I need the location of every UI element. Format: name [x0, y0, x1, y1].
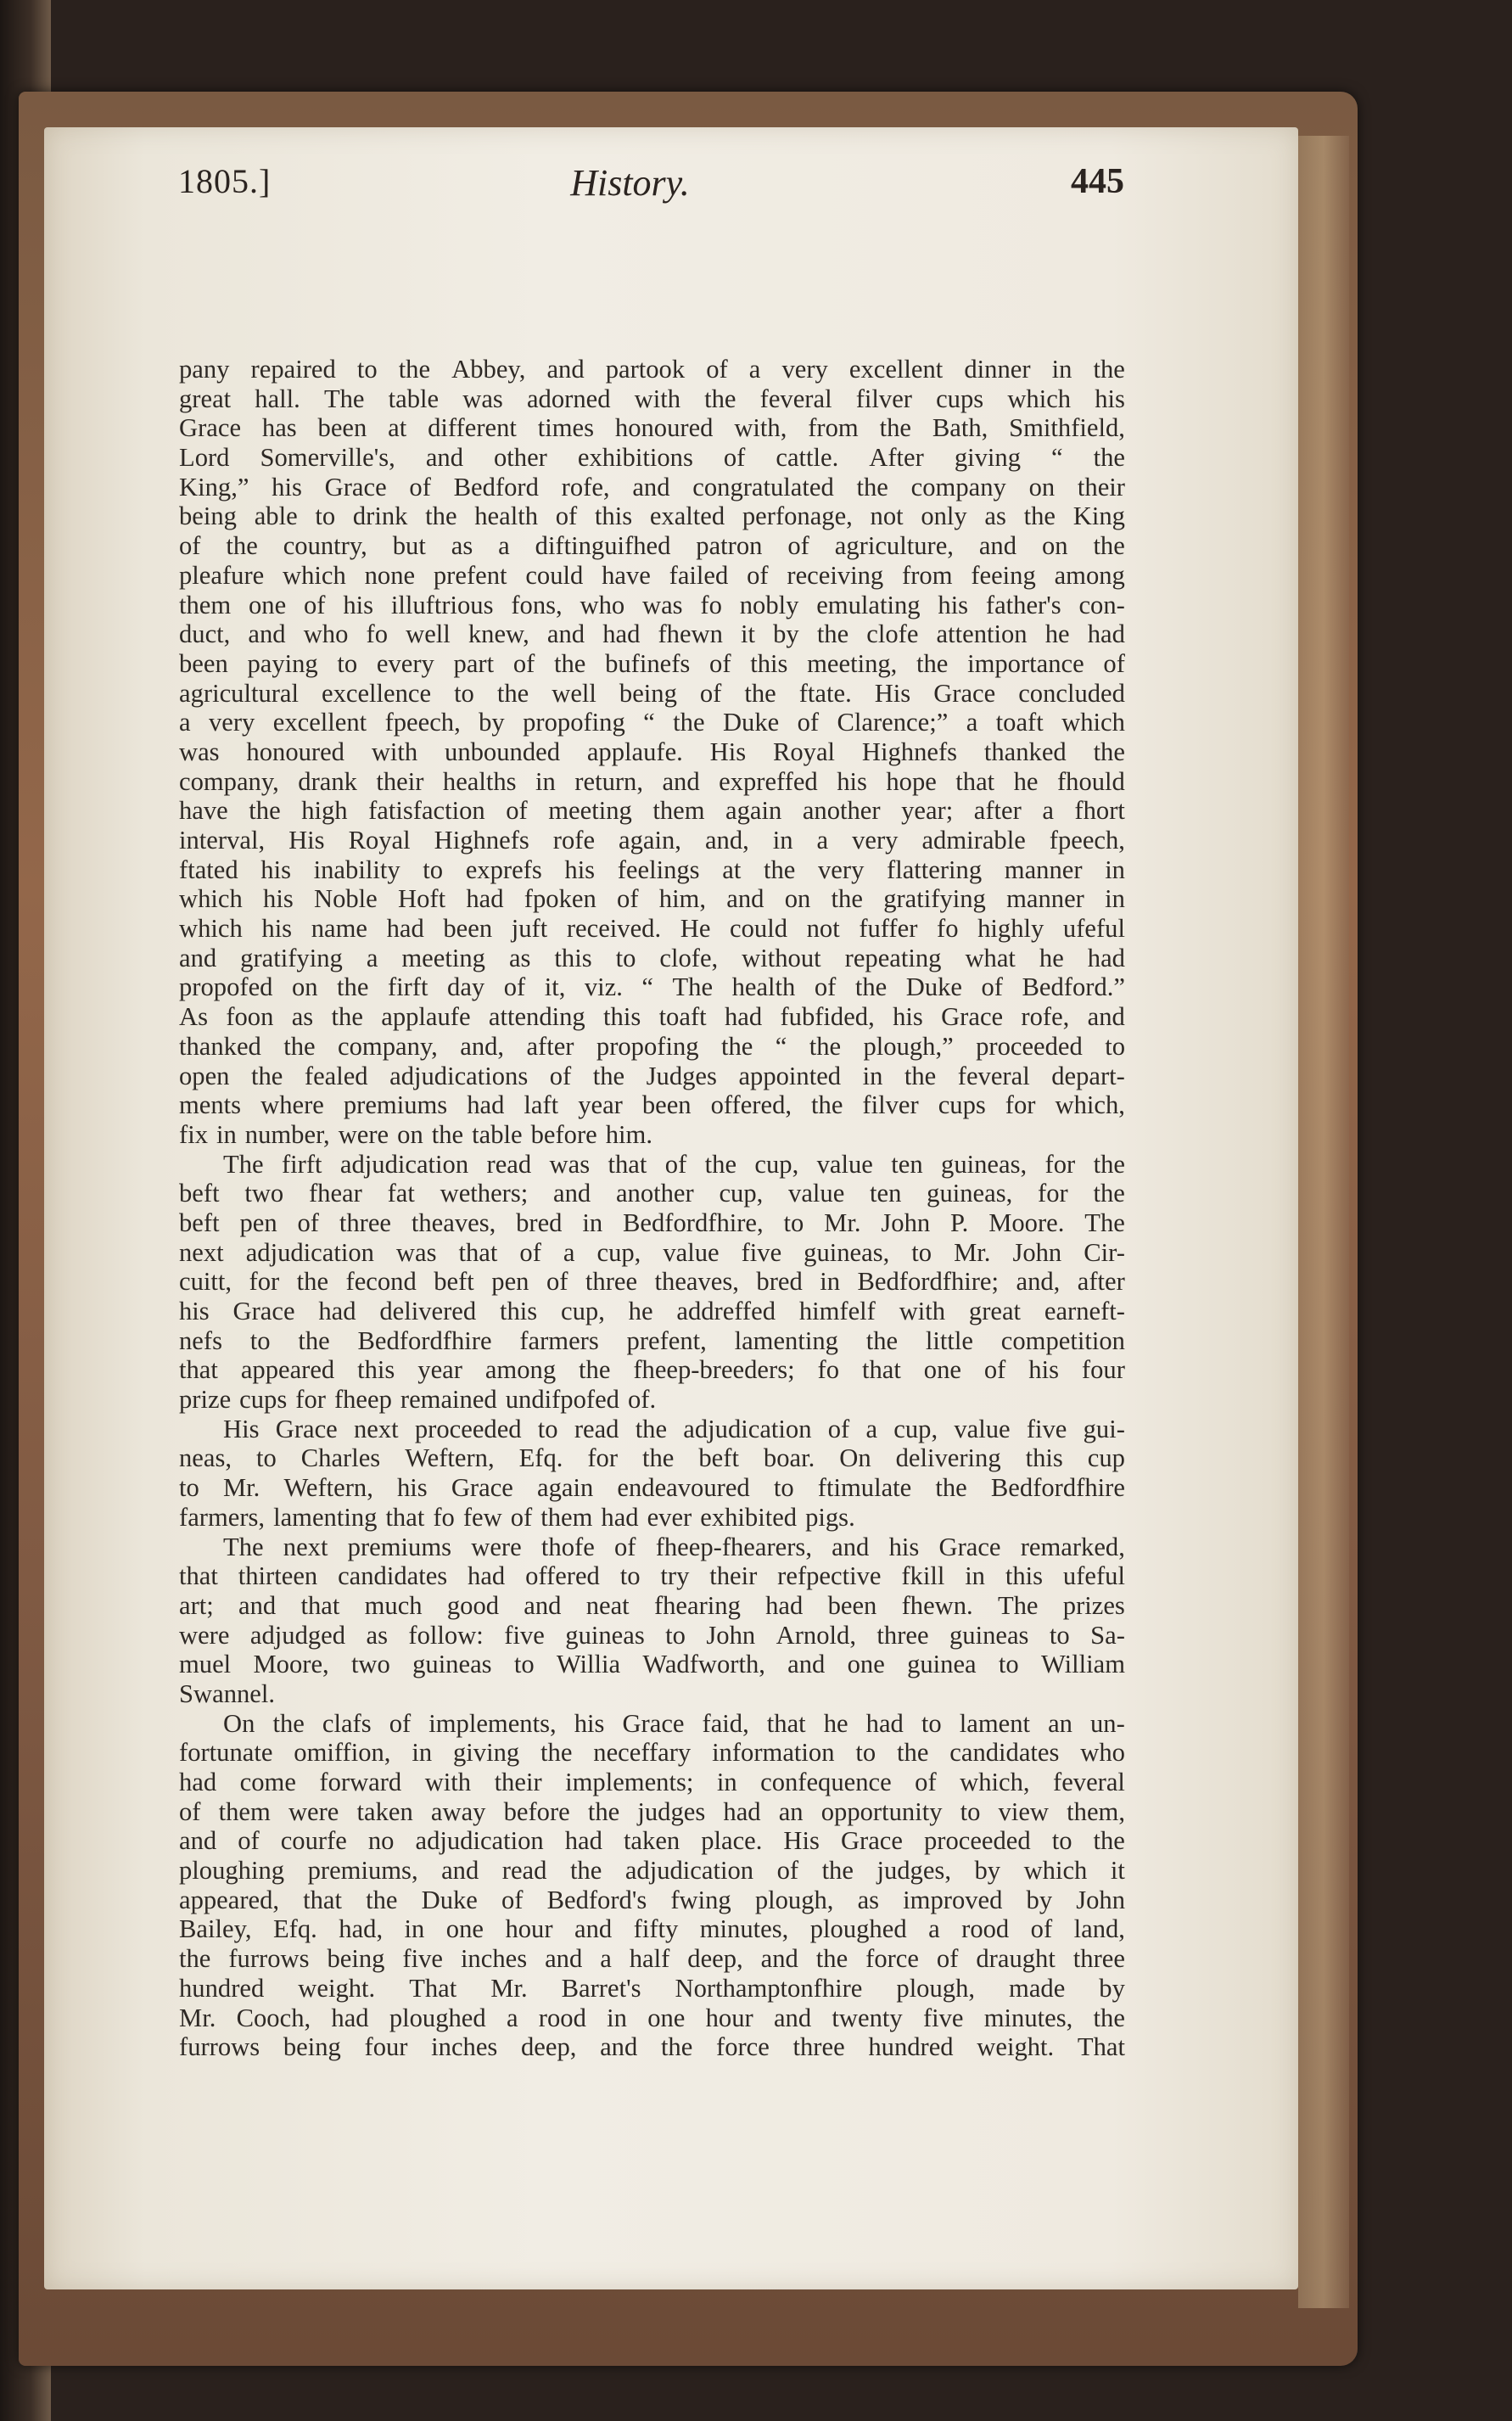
text-line: were adjudged as follow: five guineas to John Arnold, three guineas to Sa-	[179, 1620, 1125, 1650]
header-year: 1805.]	[178, 162, 272, 200]
text-line: next adjudication was that of a cup, value five guineas, to Mr. John Cir-	[179, 1237, 1125, 1267]
body-text	[179, 355, 1125, 2062]
text-line: King,” his Grace of Bedford rofe, and congratulated the company on their	[179, 472, 1125, 502]
text-line: had come forward with their implements; in confequence of which, feveral	[179, 1768, 1125, 1796]
text-line: furrows being four inches deep, and the force three hundred weight. That	[179, 2032, 1125, 2062]
text-line: being able to drink the health of this exalted perfonage, not only as the King	[179, 502, 1125, 531]
text-line: to Mr. Weftern, his Grace again endeavoured to ftimulate the Bedfordfhire	[179, 1473, 1125, 1503]
text-line: which his name had been juft received. He could not fuffer fo highly ufeful	[179, 914, 1125, 944]
text-line: duct, and who fo well knew, and had fhewn it by the clofe attention he had	[179, 619, 1125, 649]
text-line: thanked the company, and, after propofing the “ the plough,” proceeded to	[179, 1031, 1125, 1061]
text-line: cuitt, for the fecond beft pen of three theaves, bred in Bedfordfhire; and, after	[179, 1267, 1125, 1297]
text-line: been paying to every part of the bufinefs of this meeting, the importance of	[179, 648, 1125, 678]
text-line: neas, to Charles Weftern, Efq. for the beft boar. On delivering this cup	[179, 1443, 1125, 1473]
text-line: propofed on the firft day of it, viz. “ The health of the Duke of Bedford.”	[179, 972, 1125, 1002]
text-line: interval, His Royal Highnefs rofe again, and, in a very admirable fpeech,	[179, 826, 1125, 855]
text-line: hundred weight. That Mr. Barret's Northamptonfhire plough, made by	[179, 1973, 1125, 2003]
text-line: ftated his inability to exprefs his feelings at the very flattering manner in	[179, 855, 1125, 884]
text-line: open the fealed adjudications of the Judges appointed in the feveral depart-	[179, 1061, 1125, 1090]
text-line: and gratifying a meeting as this to clofe, without repeating what he had	[179, 943, 1125, 972]
text-line: As foon as the applaufe attending this toaft had fubfided, his Grace rofe, and	[179, 1002, 1125, 1032]
text-line: the furrows being five inches and a half deep, and the force of draught three	[179, 1944, 1125, 1974]
text-line: beft two fhear fat wethers; and another cup, value ten guineas, for the	[179, 1179, 1125, 1208]
text-line: Swannel.	[179, 1678, 276, 1708]
running-header	[136, 161, 1124, 229]
text-line: pleafure which none prefent could have failed of receiving from feeing among	[179, 560, 1125, 590]
text-line: company, drank their healths in return, and expreffed his hope that he fhould	[179, 766, 1125, 796]
text-line: On the clafs of implements, his Grace faid, that he had to lament an un-	[223, 1708, 1125, 1738]
text-line: farmers, lamenting that fo few of them had ever exhibited pigs.	[179, 1502, 855, 1532]
text-line: The firft adjudication read was that of the cup, value ten guineas, for the	[223, 1149, 1125, 1179]
text-line: have the high fatisfaction of meeting them again another year; after a fhort	[179, 796, 1125, 826]
text-line: of the country, but as a diftinguifhed patron of agriculture, and on the	[179, 531, 1125, 561]
text-line: appeared, that the Duke of Bedford's fwing plough, as improved by John	[179, 1885, 1125, 1914]
text-line: Grace has been at different times honoured with, from the Bath, Smithfield,	[179, 413, 1125, 443]
text-line: prize cups for fheep remained undifpofed of.	[179, 1385, 657, 1415]
text-line: nefs to the Bedfordfhire farmers prefent, lamenting the little competition	[179, 1325, 1125, 1355]
running-title: History.	[570, 162, 690, 204]
text-line: that appeared this year among the fheep-breeders; fo that one of his four	[179, 1355, 1125, 1385]
text-line: Mr. Cooch, had ploughed a rood in one hour and twenty five minutes, the	[179, 2003, 1125, 2032]
text-line: a very excellent fpeech, by propofing “ the Duke of Clarence;” a toaft which	[179, 708, 1125, 737]
text-line: Bailey, Efq. had, in one hour and fifty minutes, ploughed a rood of land,	[179, 1914, 1125, 1944]
text-line: of them were taken away before the judges had an opportunity to view them,	[179, 1796, 1125, 1826]
text-line: ments where premiums had laft year been offered, the filver cups for which,	[179, 1090, 1125, 1120]
page-block-edge	[1298, 136, 1349, 2308]
text-line: pany repaired to the Abbey, and partook of a very excellent dinner in the	[179, 355, 1125, 384]
text-line: which his Noble Hoft had fpoken of him, and on the gratifying manner in	[179, 884, 1125, 914]
text-line: was honoured with unbounded applaufe. His Royal Highnefs thanked the	[179, 737, 1125, 766]
text-line: and of courfe no adjudication had taken place. His Grace proceeded to the	[179, 1826, 1125, 1856]
text-line: great hall. The table was adorned with the feveral filver cups which his	[179, 384, 1125, 413]
text-line: His Grace next proceeded to read the adjudication of a cup, value five gui-	[223, 1414, 1125, 1443]
text-line: beft pen of three theaves, bred in Bedfordfhire, to Mr. John P. Moore. The	[179, 1208, 1125, 1237]
text-line: ploughing premiums, and read the adjudication of the judges, by which it	[179, 1856, 1125, 1886]
text-line: his Grace had delivered this cup, he addreffed himfelf with great earneft-	[179, 1297, 1125, 1325]
text-line: art; and that much good and neat fhearing had been fhewn. The prizes	[179, 1590, 1125, 1620]
text-line: agricultural excellence to the well being of the ftate. His Grace concluded	[179, 678, 1125, 708]
text-line: The next premiums were thofe of fheep-fhearers, and his Grace remarked,	[223, 1532, 1125, 1561]
text-line: that thirteen candidates had offered to try their refpective fkill in this ufeful	[179, 1561, 1125, 1591]
text-line: them one of his illuftrious fons, who was fo nobly emulating his father's con-	[179, 590, 1125, 619]
text-line: fix in number, were on the table before him.	[179, 1119, 652, 1149]
text-line: muel Moore, two guineas to Willia Wadfworth, and one guinea to William	[179, 1650, 1125, 1679]
page-number: 445	[1071, 162, 1124, 201]
text-line: fortunate omiffion, in giving the neceffary information to the candidates who	[179, 1738, 1125, 1768]
text-line: Lord Somerville's, and other exhibitions of cattle. After giving “ the	[179, 443, 1125, 473]
